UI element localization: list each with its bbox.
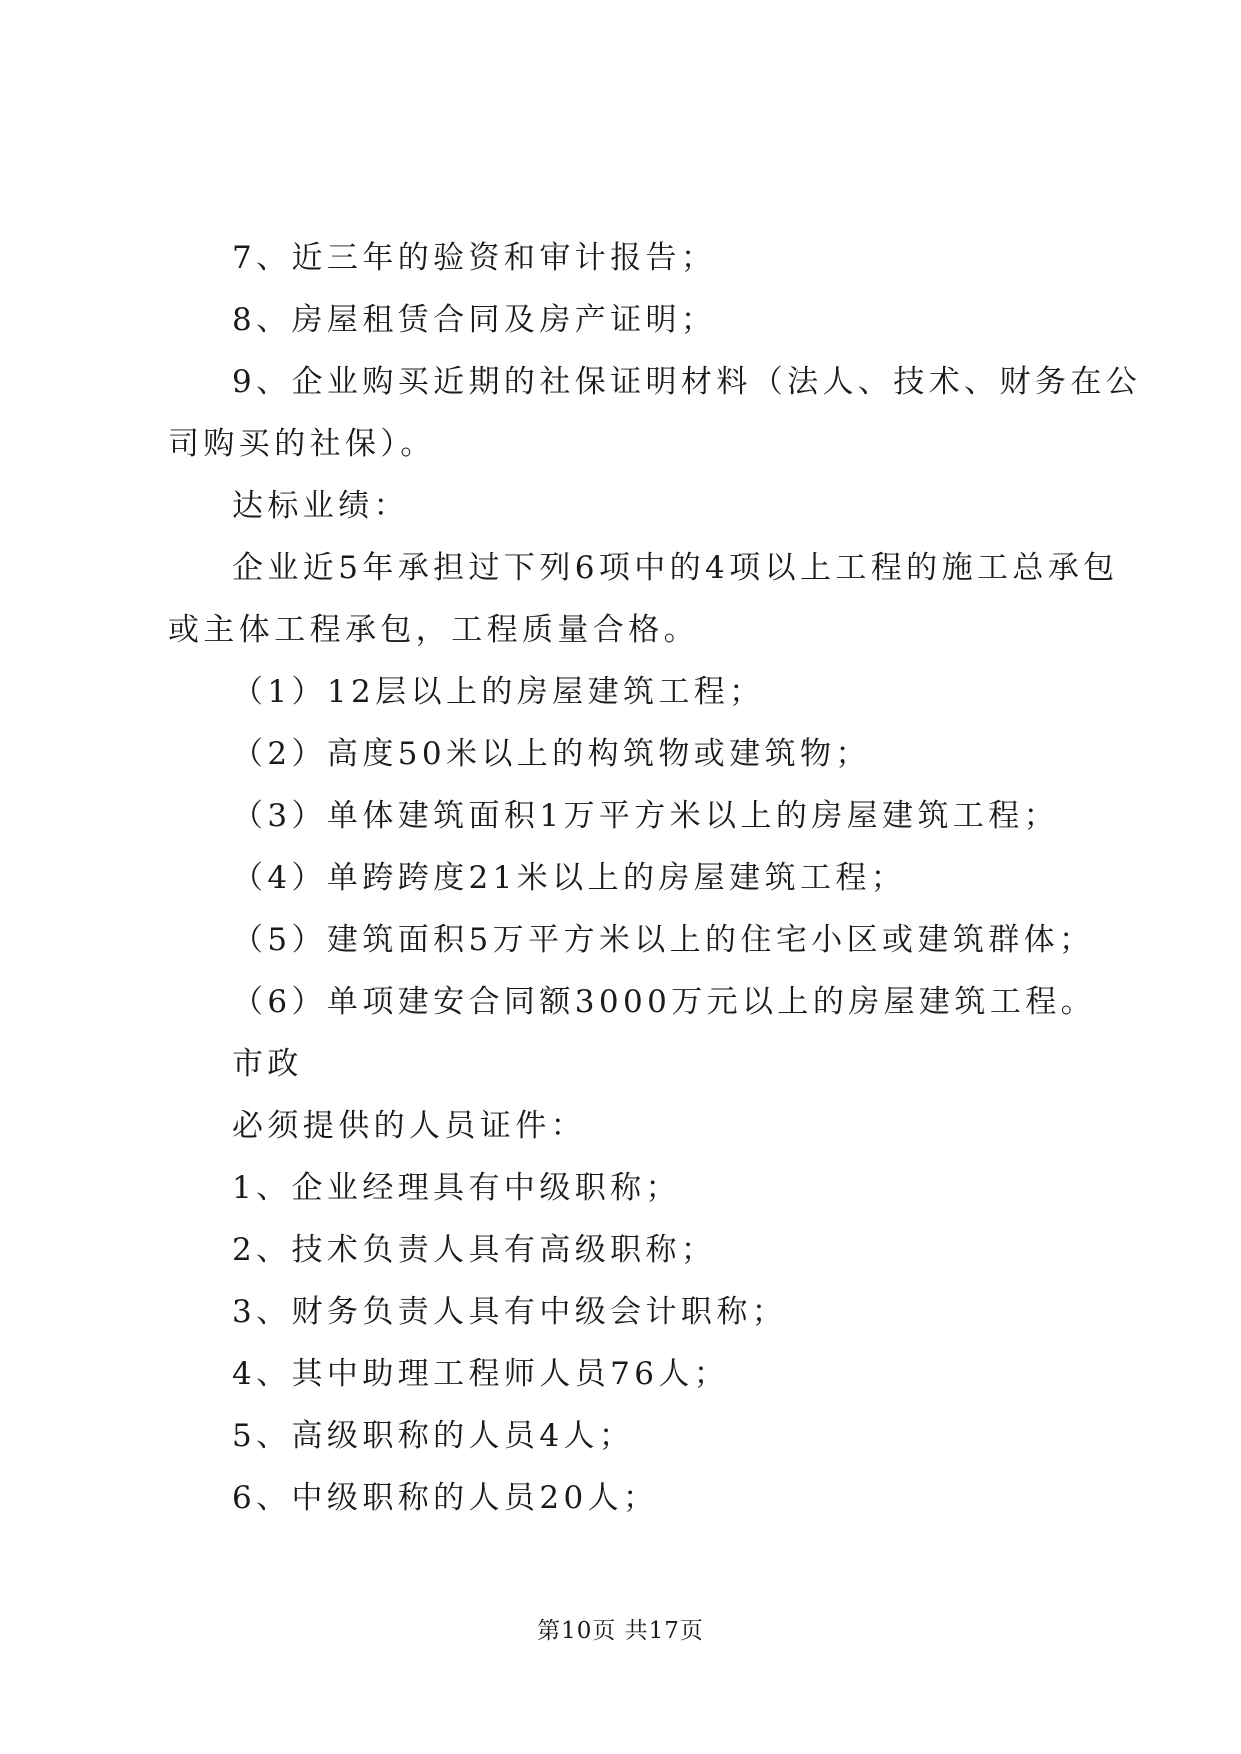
text-line: 9、企业购买近期的社保证明材料（法人、技术、财务在公 — [232, 364, 1142, 400]
list-item: 1、企业经理具有中级职称； — [232, 1170, 681, 1206]
section-heading: 市政 — [232, 1046, 303, 1082]
text-line: 司购买的社保）。 — [168, 426, 436, 462]
list-item: 4、其中助理工程师人员76人； — [232, 1356, 730, 1392]
list-item: （5）建筑面积5万平方米以上的住宅小区或建筑群体； — [232, 922, 1095, 958]
section-heading: 必须提供的人员证件： — [232, 1108, 586, 1144]
text-line: 8、房屋租赁合同及房产证明； — [232, 302, 717, 338]
list-item: 2、技术负责人具有高级职称； — [232, 1232, 717, 1268]
list-item: （1）12层以上的房屋建筑工程； — [232, 674, 765, 710]
list-item: 3、财务负责人具有中级会计职称； — [232, 1294, 788, 1330]
list-item: （2）高度50米以上的构筑物或建筑物； — [232, 736, 871, 772]
list-item: （4）单跨跨度21米以上的房屋建筑工程； — [232, 860, 907, 896]
text-line: 7、近三年的验资和审计报告； — [232, 240, 717, 276]
section-heading: 达标业绩： — [232, 488, 409, 524]
list-item: 5、高级职称的人员4人； — [232, 1418, 635, 1454]
list-item: （3）单体建筑面积1万平方米以上的房屋建筑工程； — [232, 798, 1060, 834]
list-item: 6、中级职称的人员20人； — [232, 1480, 659, 1516]
page-footer: 第10页 共17页 — [537, 1618, 704, 1644]
text-line: 企业近5年承担过下列6项中的4项以上工程的施工总承包 — [232, 550, 1119, 586]
list-item: （6）单项建安合同额3000万元以上的房屋建筑工程。 — [232, 984, 1097, 1020]
text-line: 或主体工程承包，工程质量合格。 — [168, 612, 699, 648]
